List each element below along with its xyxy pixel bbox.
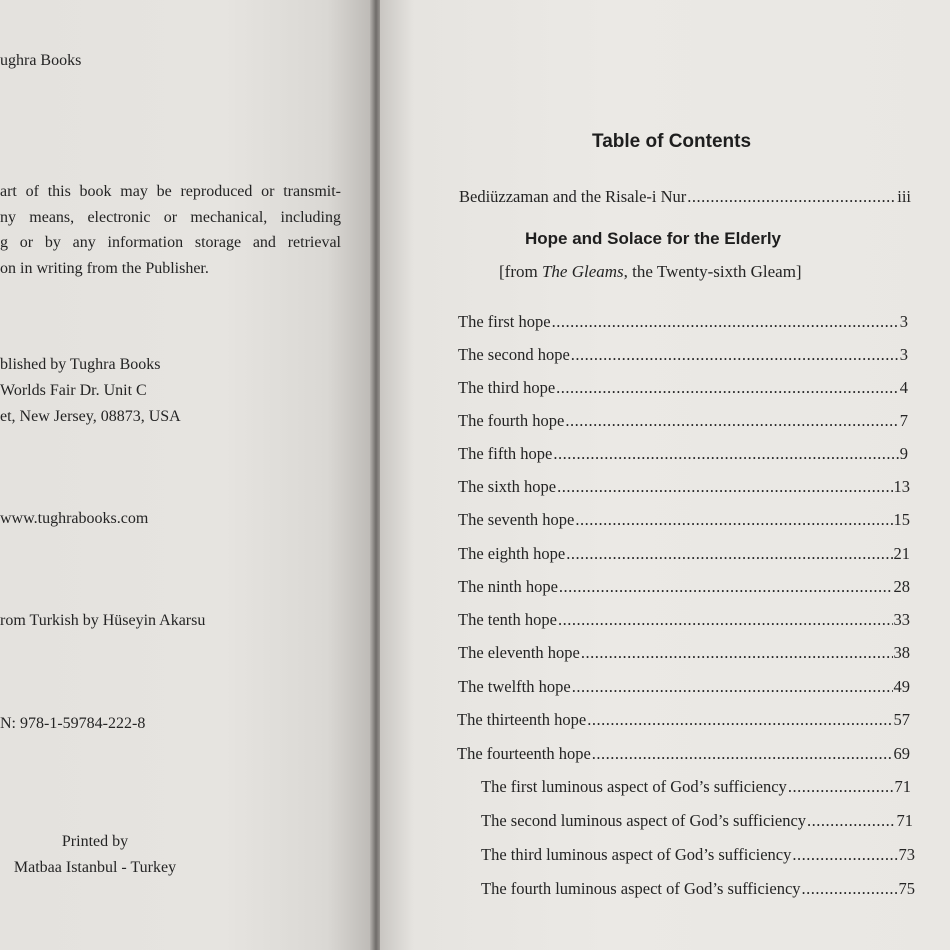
leader-dots [556, 378, 899, 398]
toc-entry-label: The ninth hope [458, 577, 558, 596]
toc-entry [458, 610, 910, 630]
website: www.tughrabooks.com [0, 510, 149, 527]
isbn: N: 978-1-59784-222-8 [0, 715, 146, 732]
publisher-line: ughra Books [0, 52, 82, 69]
leader-dots [587, 710, 892, 730]
subtitle-post: , the Twenty-sixth Gleam] [623, 262, 802, 281]
leader-dots [575, 510, 892, 530]
leader-dots [559, 577, 893, 597]
toc-entry-page: 75 [898, 879, 915, 898]
toc-entry-page: 15 [893, 510, 910, 529]
leader-dots [558, 610, 893, 630]
toc-entry-page: 73 [898, 845, 915, 864]
leader-dots [592, 744, 893, 764]
toc-entry-label: The eighth hope [458, 544, 566, 563]
toc-entry-label: The sixth hope [458, 477, 557, 496]
toc-subentry [481, 879, 915, 899]
toc-entry [458, 510, 910, 530]
toc-entry-label: The second hope [458, 345, 570, 364]
toc-entry-page: 9 [899, 444, 908, 463]
left-page [0, 0, 372, 950]
toc-entry-label: The first luminous aspect of God’s sufficiency [481, 777, 787, 796]
toc-entry-label: The fifth hope [458, 444, 553, 463]
leader-dots [792, 845, 897, 865]
toc-entry-page: 13 [893, 477, 910, 496]
toc-entry [458, 577, 910, 597]
printer-info [0, 829, 190, 881]
address-line: et, New Jersey, 08873, USA [0, 408, 181, 425]
toc-entry [458, 444, 908, 464]
toc-entry-page: 71 [894, 777, 911, 796]
toc-entry [457, 744, 910, 764]
subtitle-pre: [from [499, 262, 542, 281]
toc-entry [458, 345, 908, 365]
toc-entry-label: The seventh hope [458, 510, 575, 529]
toc-entry-page: 3 [899, 345, 908, 364]
leader-dots [557, 477, 892, 497]
toc-entry-page: 21 [893, 544, 910, 563]
toc-entry-label: The fourteenth hope [457, 744, 591, 763]
toc-entry-label: The first hope [458, 312, 551, 331]
toc-entry-page: iii [897, 187, 911, 206]
toc-subentry [481, 811, 913, 831]
address-line: blished by Tughra Books [0, 356, 161, 373]
section-subtitle [499, 262, 802, 282]
toc-entry-label: The fourth luminous aspect of God’s sufficiency [481, 879, 801, 898]
leader-dots [572, 677, 893, 697]
toc-entry-label: The third luminous aspect of God’s sufficiency [481, 845, 792, 864]
toc-entry-label: The thirteenth hope [457, 710, 587, 729]
toc-entry [458, 378, 908, 398]
toc-entry [458, 677, 910, 697]
toc-entry [458, 544, 910, 564]
toc-entry-label: The second luminous aspect of God’s sufficiency [481, 811, 807, 830]
leader-dots [687, 187, 896, 207]
subtitle-italic: The Gleams [541, 262, 624, 281]
leader-dots [565, 411, 898, 431]
leader-dots [553, 444, 898, 464]
toc-entry-label: The tenth hope [458, 610, 557, 629]
leader-dots [807, 811, 895, 831]
toc-entry [458, 477, 910, 497]
printed-by-label: Printed by [61, 833, 129, 850]
printer-name: Matbaa Istanbul - Turkey [13, 859, 177, 876]
toc-entry-label: The twelfth hope [458, 677, 571, 696]
toc-entry-page: 4 [899, 378, 908, 397]
copyright-line: g or by any information storage and retrieval [0, 234, 341, 251]
toc-entry-label: The eleventh hope [458, 643, 580, 662]
translator-credit: rom Turkish by Hüseyin Akarsu [0, 612, 206, 629]
toc-title: Table of Contents [592, 131, 752, 152]
toc-entry-page: 57 [893, 710, 910, 729]
leader-dots [571, 345, 899, 365]
toc-entry-page: 3 [899, 312, 908, 331]
address-line: Worlds Fair Dr. Unit C [0, 382, 147, 399]
toc-entry-label: The third hope [458, 378, 556, 397]
leader-dots [802, 879, 898, 899]
toc-subentry [481, 777, 911, 797]
toc-entry-page: 38 [893, 643, 910, 662]
copyright-line: on in writing from the Publisher. [0, 259, 209, 277]
toc-entry [458, 643, 910, 663]
leader-dots [566, 544, 892, 564]
toc-entry-intro [459, 187, 911, 207]
leader-dots [552, 312, 899, 332]
toc-entry-page: 7 [899, 411, 908, 430]
toc-entry-page: 33 [893, 610, 910, 629]
copyright-notice [0, 179, 341, 281]
section-title: Hope and Solace for the Elderly [525, 229, 782, 248]
toc-entry [458, 411, 908, 431]
leader-dots [581, 643, 893, 663]
leader-dots [788, 777, 894, 797]
toc-entry-label: Bediüzzaman and the Risale-i Nur [459, 187, 687, 206]
copyright-line: ny means, electronic or mechanical, including [0, 208, 341, 226]
toc-subentry [481, 845, 915, 865]
toc-entry-page: 69 [893, 744, 910, 763]
toc-entry [458, 312, 908, 332]
toc-entry-page: 28 [893, 577, 910, 596]
toc-entry [457, 710, 910, 730]
copyright-line: art of this book may be reproduced or transmit- [0, 183, 341, 200]
toc-entry-page: 71 [896, 811, 913, 830]
toc-entry-page: 49 [893, 677, 910, 696]
toc-entry-label: The fourth hope [458, 411, 565, 430]
